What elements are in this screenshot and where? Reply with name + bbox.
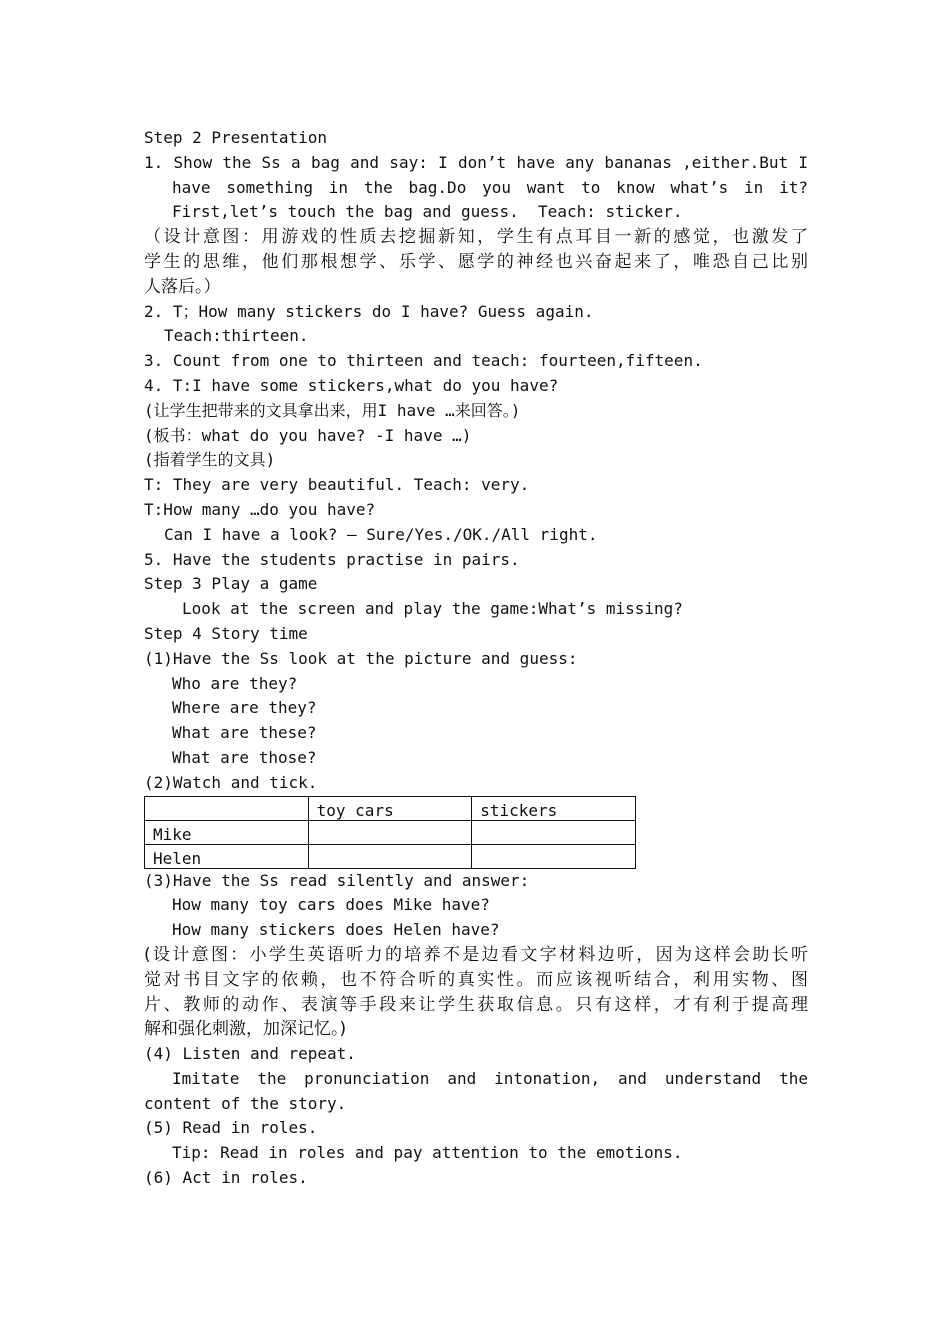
p4-line2: content of the story. bbox=[144, 1093, 347, 1113]
design-note2-line2: 觉对书目文字的依赖，也不符合听的真实性。而应该视听结合，利用实物、图 bbox=[144, 969, 808, 990]
question-those: What are those? bbox=[172, 747, 317, 767]
step2-heading: Step 2 Presentation bbox=[144, 128, 328, 147]
table-cell: Mike bbox=[145, 820, 309, 844]
table-cell bbox=[308, 820, 472, 844]
table-header-cell: toy cars bbox=[308, 796, 472, 820]
table-cell bbox=[472, 820, 636, 844]
item5: 5. Have the students practise in pairs. bbox=[144, 549, 520, 569]
item3: 3. Count from one to thirteen and teach: fourteen,fifteen. bbox=[144, 351, 703, 371]
design-note2-line3: 片、教师的动作、表演等手段来让学生获取信息。只有这样，才有利于提高理 bbox=[144, 994, 808, 1015]
table-row bbox=[145, 844, 636, 868]
question-who: Who are they? bbox=[172, 673, 298, 693]
design-note2-line1: (设计意图：小学生英语听力的培养不是边看文字材料边听，因为这样会助长听 bbox=[144, 944, 808, 965]
teacher-line1: T: They are very beautiful. Teach: very. bbox=[144, 475, 530, 495]
item4: 4. T:I have some stickers,what do you have? bbox=[144, 375, 559, 395]
document-page bbox=[144, 126, 808, 1191]
step3-line: Look at the screen and play the game:What’s missing? bbox=[182, 599, 683, 619]
step4-p1: (1)Have the Ss look at the picture and guess: bbox=[144, 648, 578, 668]
step4-p5: (5) Read in roles. bbox=[144, 1118, 318, 1138]
p3-question2: How many stickers does Helen have? bbox=[172, 920, 500, 940]
table-header-row bbox=[145, 796, 636, 820]
p4-line1: Imitate the pronunciation and intonation, and understand the bbox=[172, 1068, 808, 1088]
item1-line3: First,let’s touch the bag and guess. Teach: sticker. bbox=[172, 202, 683, 222]
step4-p4: (4) Listen and repeat. bbox=[144, 1044, 356, 1064]
step4-p3: (3)Have the Ss read silently and answer: bbox=[144, 870, 530, 890]
item2-line2: Teach:thirteen. bbox=[164, 326, 309, 346]
p5-tip: Tip: Read in roles and pay attention to the emotions. bbox=[172, 1143, 683, 1163]
design-note1-line1: （设计意图：用游戏的性质去挖掘新知，学生有点耳目一新的感觉，也激发了 bbox=[144, 227, 808, 248]
table-cell: Helen bbox=[145, 844, 309, 868]
step3-heading: Step 3 Play a game bbox=[144, 574, 318, 594]
watch-tick-table bbox=[144, 796, 636, 869]
note-pointing: (指着学生的文具) bbox=[144, 450, 276, 470]
step4-p6: (6) Act in roles. bbox=[144, 1168, 308, 1188]
item2-line1: 2. T；How many stickers do I have? Guess again. bbox=[144, 301, 594, 321]
note-blackboard: (板书：what do you have? -I have …) bbox=[144, 425, 472, 445]
item1-line1: 1. Show the Ss a bag and say: I don’t have any bananas ,either.But I bbox=[144, 152, 808, 172]
item1-line2: have something in the bag.Do you want to know what’s in it? bbox=[172, 177, 808, 197]
teacher-line2: T:How many …do you have? bbox=[144, 499, 376, 519]
table-cell bbox=[308, 844, 472, 868]
design-note2-line4: 解和强化刺激，加深记忆。) bbox=[144, 1019, 347, 1040]
question-where: Where are they? bbox=[172, 698, 317, 718]
design-note1-line3: 人落后。） bbox=[144, 276, 221, 297]
table-header-cell bbox=[145, 796, 309, 820]
table-cell bbox=[472, 844, 636, 868]
teacher-line3: Can I have a look? – Sure/Yes./OK./All right. bbox=[164, 524, 598, 544]
design-note1-line2: 学生的思维，他们那根想学、乐学、愿学的神经也兴奋起来了，唯恐自己比别 bbox=[144, 251, 808, 272]
note-stationery: (让学生把带来的文具拿出来，用I have …来回答。) bbox=[144, 400, 521, 420]
p3-question1: How many toy cars does Mike have? bbox=[172, 895, 490, 915]
step4-heading: Step 4 Story time bbox=[144, 623, 308, 643]
table-header-cell: stickers bbox=[472, 796, 636, 820]
step4-p2: (2)Watch and tick. bbox=[144, 772, 318, 792]
table-row bbox=[145, 820, 636, 844]
question-these: What are these? bbox=[172, 723, 317, 743]
